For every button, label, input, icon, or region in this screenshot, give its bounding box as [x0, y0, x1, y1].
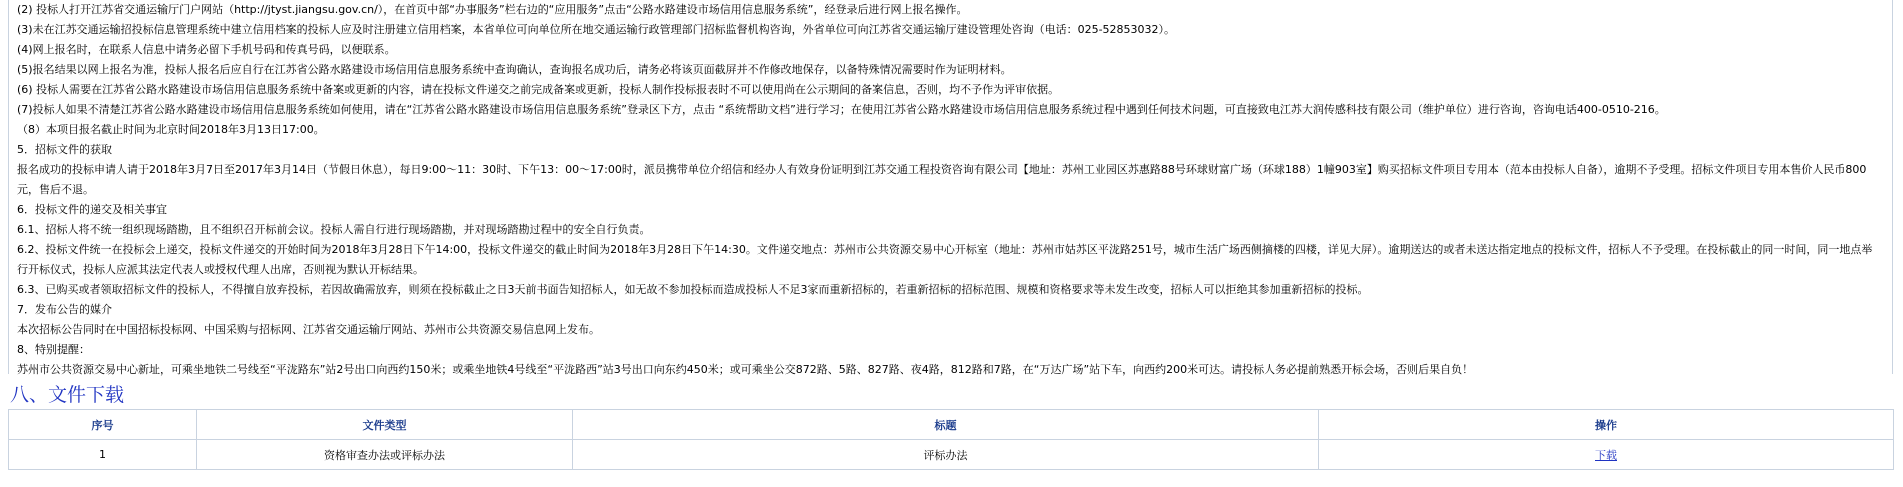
section-heading: 8、特别提醒：	[17, 343, 90, 356]
header-index: 序号	[9, 410, 197, 440]
section-heading: 6．投标文件的递交及相关事宜	[17, 203, 167, 216]
notice-paragraph: 6.2、投标文件统一在投标会上递交，投标文件递交的开始时间为2018年3月28日下午14:00，投标文件递交的截止时间为2018年3月28日下午14:30。文件递交地点：苏州市公共资源交易中心开标室（地址：苏州市姑苏区平泷路251号，城市生活广场西侧摘楼的四楼，详见大屏）。逾期送达的或者未送达指定地点的投标文件，招标人不予受理。在投标截止的同一时间，同一地点举行开标仪式，投标人应派其法定代表人或授权代理人出席，否则视为默认开标结果。	[17, 243, 1873, 276]
header-title: 标题	[573, 410, 1319, 440]
notice-line: 本次招标公告同时在中国招标投标网、中国采购与招标网、江苏省交通运输厅网站、苏州市公共资源交易信息网上发布。	[17, 323, 600, 336]
downloads-table	[8, 409, 1894, 470]
notice-line: (4)网上报名时，在联系人信息中请务必留下手机号码和传真号码，以便联系。	[17, 43, 396, 56]
notice-line: (6) 投标人需要在江苏省公路水路建设市场信用信息服务系统中备案或更新的内容，请在投标文件递交之前完成备案或更新，投标人制作投标报表时不可以使用尚在公示期间的备案信息，否则，均不予作为评审依据。	[17, 83, 1060, 96]
table-row	[9, 440, 1894, 470]
notice-line: (2) 投标人打开江苏省交通运输厅门户网站（http://jtyst.jiangsu.gov.cn/），在首页中部“办事服务”栏右边的“应用服务”点击“公路水路建设市场信用信息服务系统”，经登录后进行网上报名操作。	[17, 3, 968, 16]
section-heading: 5．招标文件的获取	[17, 143, 112, 156]
notice-line: (3)未在江苏交通运输招投标信息管理系统中建立信用档案的投标人应及时注册建立信用档案，本省单位可向单位所在地交通运输行政管理部门招标监督机构咨询，外省单位可向江苏省交通运输厅建设管理处咨询（电话：025-52853032）。	[17, 23, 1176, 36]
notice-line: 6.1、招标人将不统一组织现场踏勘，且不组织召开标前会议。投标人需自行进行现场踏勘，并对现场踏勘过程中的安全自行负责。	[17, 223, 651, 236]
notice-line: (5)报名结果以网上报名为准，投标人报名后应自行在江苏省公路水路建设市场信用信息服务系统中查询确认，查询报名成功后，请务必将该页面截屏并不作修改地保存，以备特殊情况需要时作为证明材料。	[17, 63, 1012, 76]
cell-index: 1	[9, 440, 197, 470]
header-file-type: 文件类型	[197, 410, 573, 440]
downloads-section-title: 八、文件下载	[10, 384, 125, 406]
notice-line: （8）本项目报名截止时间为北京时间2018年3月13日17:00。	[17, 123, 325, 136]
table-header-row	[9, 410, 1894, 440]
notice-line: 苏州市公共资源交易中心新址，可乘坐地铁二号线至“平泷路东”站2号出口向西约150米；或乘坐地铁4号线至“平泷路西”站3号出口向东约450米；或可乘坐公交872路、5路、827路、夜4路，812路和7路，在“万达广场”站下车，向西约200米可达。请投标人务必提前熟悉开标会场，否则后果自负！	[17, 363, 1474, 376]
notice-line: 6.3、已购买或者领取招标文件的投标人，不得擅自放弃投标，若因故确需放弃，则须在投标截止之日3天前书面告知招标人，如无故不参加投标而造成投标人不足3家而重新招标的，若重新招标的招标范围、规模和资格要求等未发生改变，招标人可以拒绝其参加重新招标的投标。	[17, 283, 1369, 296]
notice-line: (7)投标人如果不清楚江苏省公路水路建设市场信用信息服务系统如何使用，请在“江苏省公路水路建设市场信用信息服务系统”登录区下方，点击 “系统帮助文档”进行学习；在使用江苏省公路水路建设市场信用信息服务系统过程中遇到任何技术问题，可直接致电江苏大润传感科技有限公司（维护单位）进行咨询，咨询电话400-0510-216。	[17, 103, 1666, 116]
section-heading: 7．发布公告的媒介	[17, 303, 112, 316]
notice-paragraph: 报名成功的投标申请人请于2018年3月7日至2017年3月14日（节假日休息），每日9:00～11：30时、下午13：00～17:00时，派员携带单位介绍信和经办人有效身份证明到江苏交通工程投资咨询有限公司【地址：苏州工业园区苏惠路88号环球财富广场（环球188）1幢903室】购买招标文件项目专用本（范本由投标人自备），逾期不予受理。招标文件项目专用本售价人民币800元，售后不退。	[17, 163, 1867, 196]
cell-file-type: 资格审查办法或评标办法	[197, 440, 573, 470]
cell-title: 评标办法	[573, 440, 1319, 470]
cell-action	[1319, 440, 1894, 470]
notice-body	[8, 0, 1893, 374]
header-action: 操作	[1319, 410, 1894, 440]
download-link[interactable]: 下载	[1595, 448, 1617, 462]
